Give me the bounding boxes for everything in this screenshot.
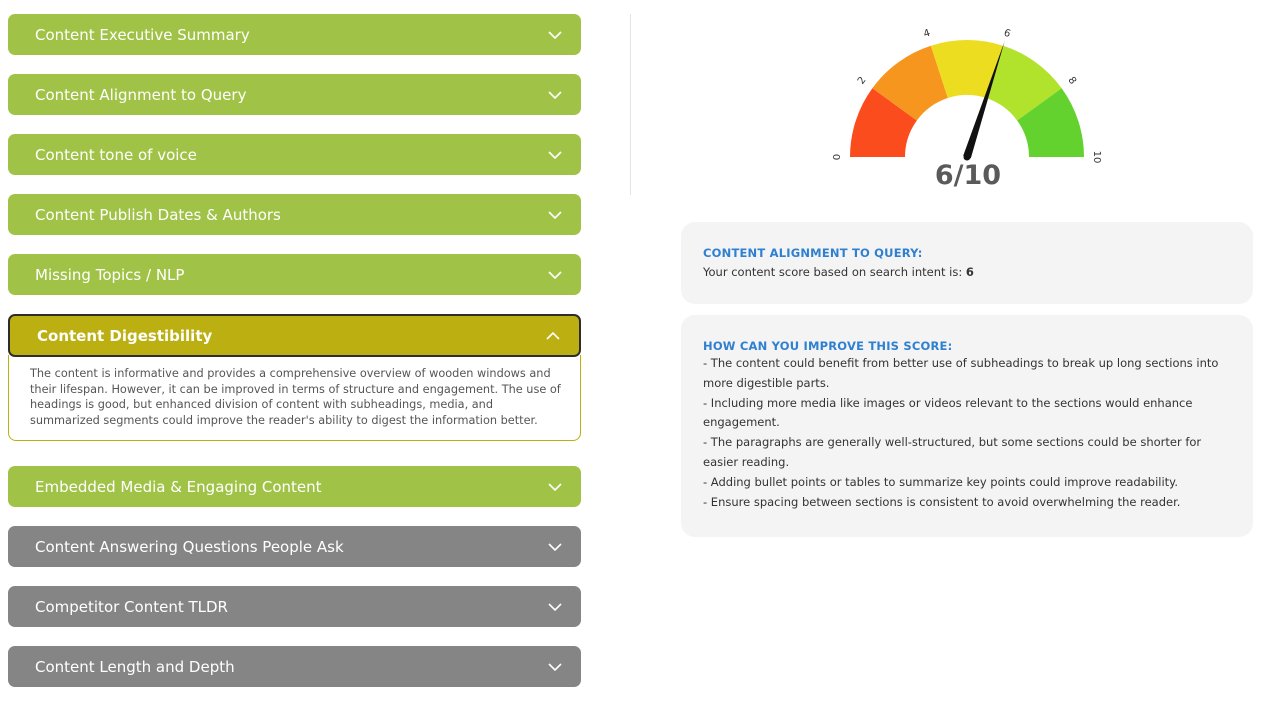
- accordion-header-tone-of-voice[interactable]: [8, 134, 581, 175]
- alignment-card-title: CONTENT ALIGNMENT TO QUERY:: [703, 246, 923, 260]
- gauge-tick-label: 10: [1091, 150, 1102, 164]
- chevron-down-icon: [547, 87, 563, 103]
- chevron-down-icon: [547, 659, 563, 675]
- improve-card: [681, 315, 1253, 537]
- chevron-down-icon: [547, 207, 563, 223]
- chevron-down-icon: [547, 479, 563, 495]
- accordion-header-digestibility[interactable]: [8, 314, 581, 357]
- chevron-down-icon: [547, 599, 563, 615]
- alignment-card: [681, 222, 1253, 304]
- accordion-label: Content Length and Depth: [35, 657, 235, 676]
- chevron-down-icon: [547, 539, 563, 555]
- accordion-label: Embedded Media & Engaging Content: [35, 477, 322, 496]
- accordion-label: Content Executive Summary: [35, 25, 250, 44]
- chevron-up-icon: [545, 328, 561, 344]
- chevron-down-icon: [547, 27, 563, 43]
- alignment-card-text: [703, 263, 1231, 283]
- accordion-label: Missing Topics / NLP: [35, 265, 185, 284]
- improve-point: - Adding bullet points or tables to summarize key points could improve readability.: [703, 474, 1178, 489]
- accordion-label: Content Digestibility: [37, 326, 213, 345]
- accordion: [8, 14, 581, 706]
- gauge-tick-label: 2: [855, 75, 869, 87]
- gauge-tick-label: 0: [832, 153, 843, 161]
- chevron-down-icon: [547, 267, 563, 283]
- improve-point: - The content could benefit from better use of subheadings to break up long sections into more digestible parts.: [703, 356, 1219, 390]
- accordion-label: Content Alignment to Query: [35, 85, 247, 104]
- accordion-header-questions-people-ask[interactable]: [8, 526, 581, 567]
- accordion-header-missing-topics-nlp[interactable]: [8, 254, 581, 295]
- accordion-label: Content Answering Questions People Ask: [35, 537, 344, 556]
- gauge-tick-label: 8: [1065, 75, 1079, 87]
- alignment-card-prefix: Your content score based on search intent is:: [703, 265, 963, 279]
- accordion-label: Content Publish Dates & Authors: [35, 205, 281, 224]
- accordion-header-length-and-depth[interactable]: [8, 646, 581, 687]
- vertical-divider: [630, 14, 631, 195]
- gauge-score-label: 6/10: [934, 160, 1002, 191]
- improve-card-title: HOW CAN YOU IMPROVE THIS SCORE:: [703, 339, 953, 353]
- accordion-header-executive-summary[interactable]: [8, 14, 581, 55]
- accordion-header-publish-dates-authors[interactable]: [8, 194, 581, 235]
- chevron-down-icon: [547, 147, 563, 163]
- gauge-tick-label: 6: [1002, 27, 1012, 41]
- alignment-card-score: 6: [965, 265, 974, 279]
- accordion-header-embedded-media[interactable]: [8, 466, 581, 507]
- accordion-header-competitor-tldr[interactable]: [8, 586, 581, 627]
- accordion-label: Content tone of voice: [35, 145, 197, 164]
- accordion-header-alignment-to-query[interactable]: [8, 74, 581, 115]
- gauge-tick-label: 4: [922, 27, 932, 41]
- improve-point: - Including more media like images or videos relevant to the sections would enhance engagement.: [703, 395, 1193, 430]
- improve-point: - The paragraphs are generally well-structured, but some sections could be shorter for easier reading.: [703, 435, 1202, 469]
- accordion-body-digestibility: The content is informative and provides a comprehensive overview of wooden windows and their lifespan. However, it can be improved in terms of structure and engagement. The use of headings is good, but enhanced division of content with subheadings, media, and summarized segments could improve the reader's ability to digest the information better.: [8, 355, 581, 441]
- accordion-label: Competitor Content TLDR: [35, 597, 228, 616]
- improve-point: - Ensure spacing between sections is consistent to avoid overwhelming the reader.: [703, 494, 1181, 509]
